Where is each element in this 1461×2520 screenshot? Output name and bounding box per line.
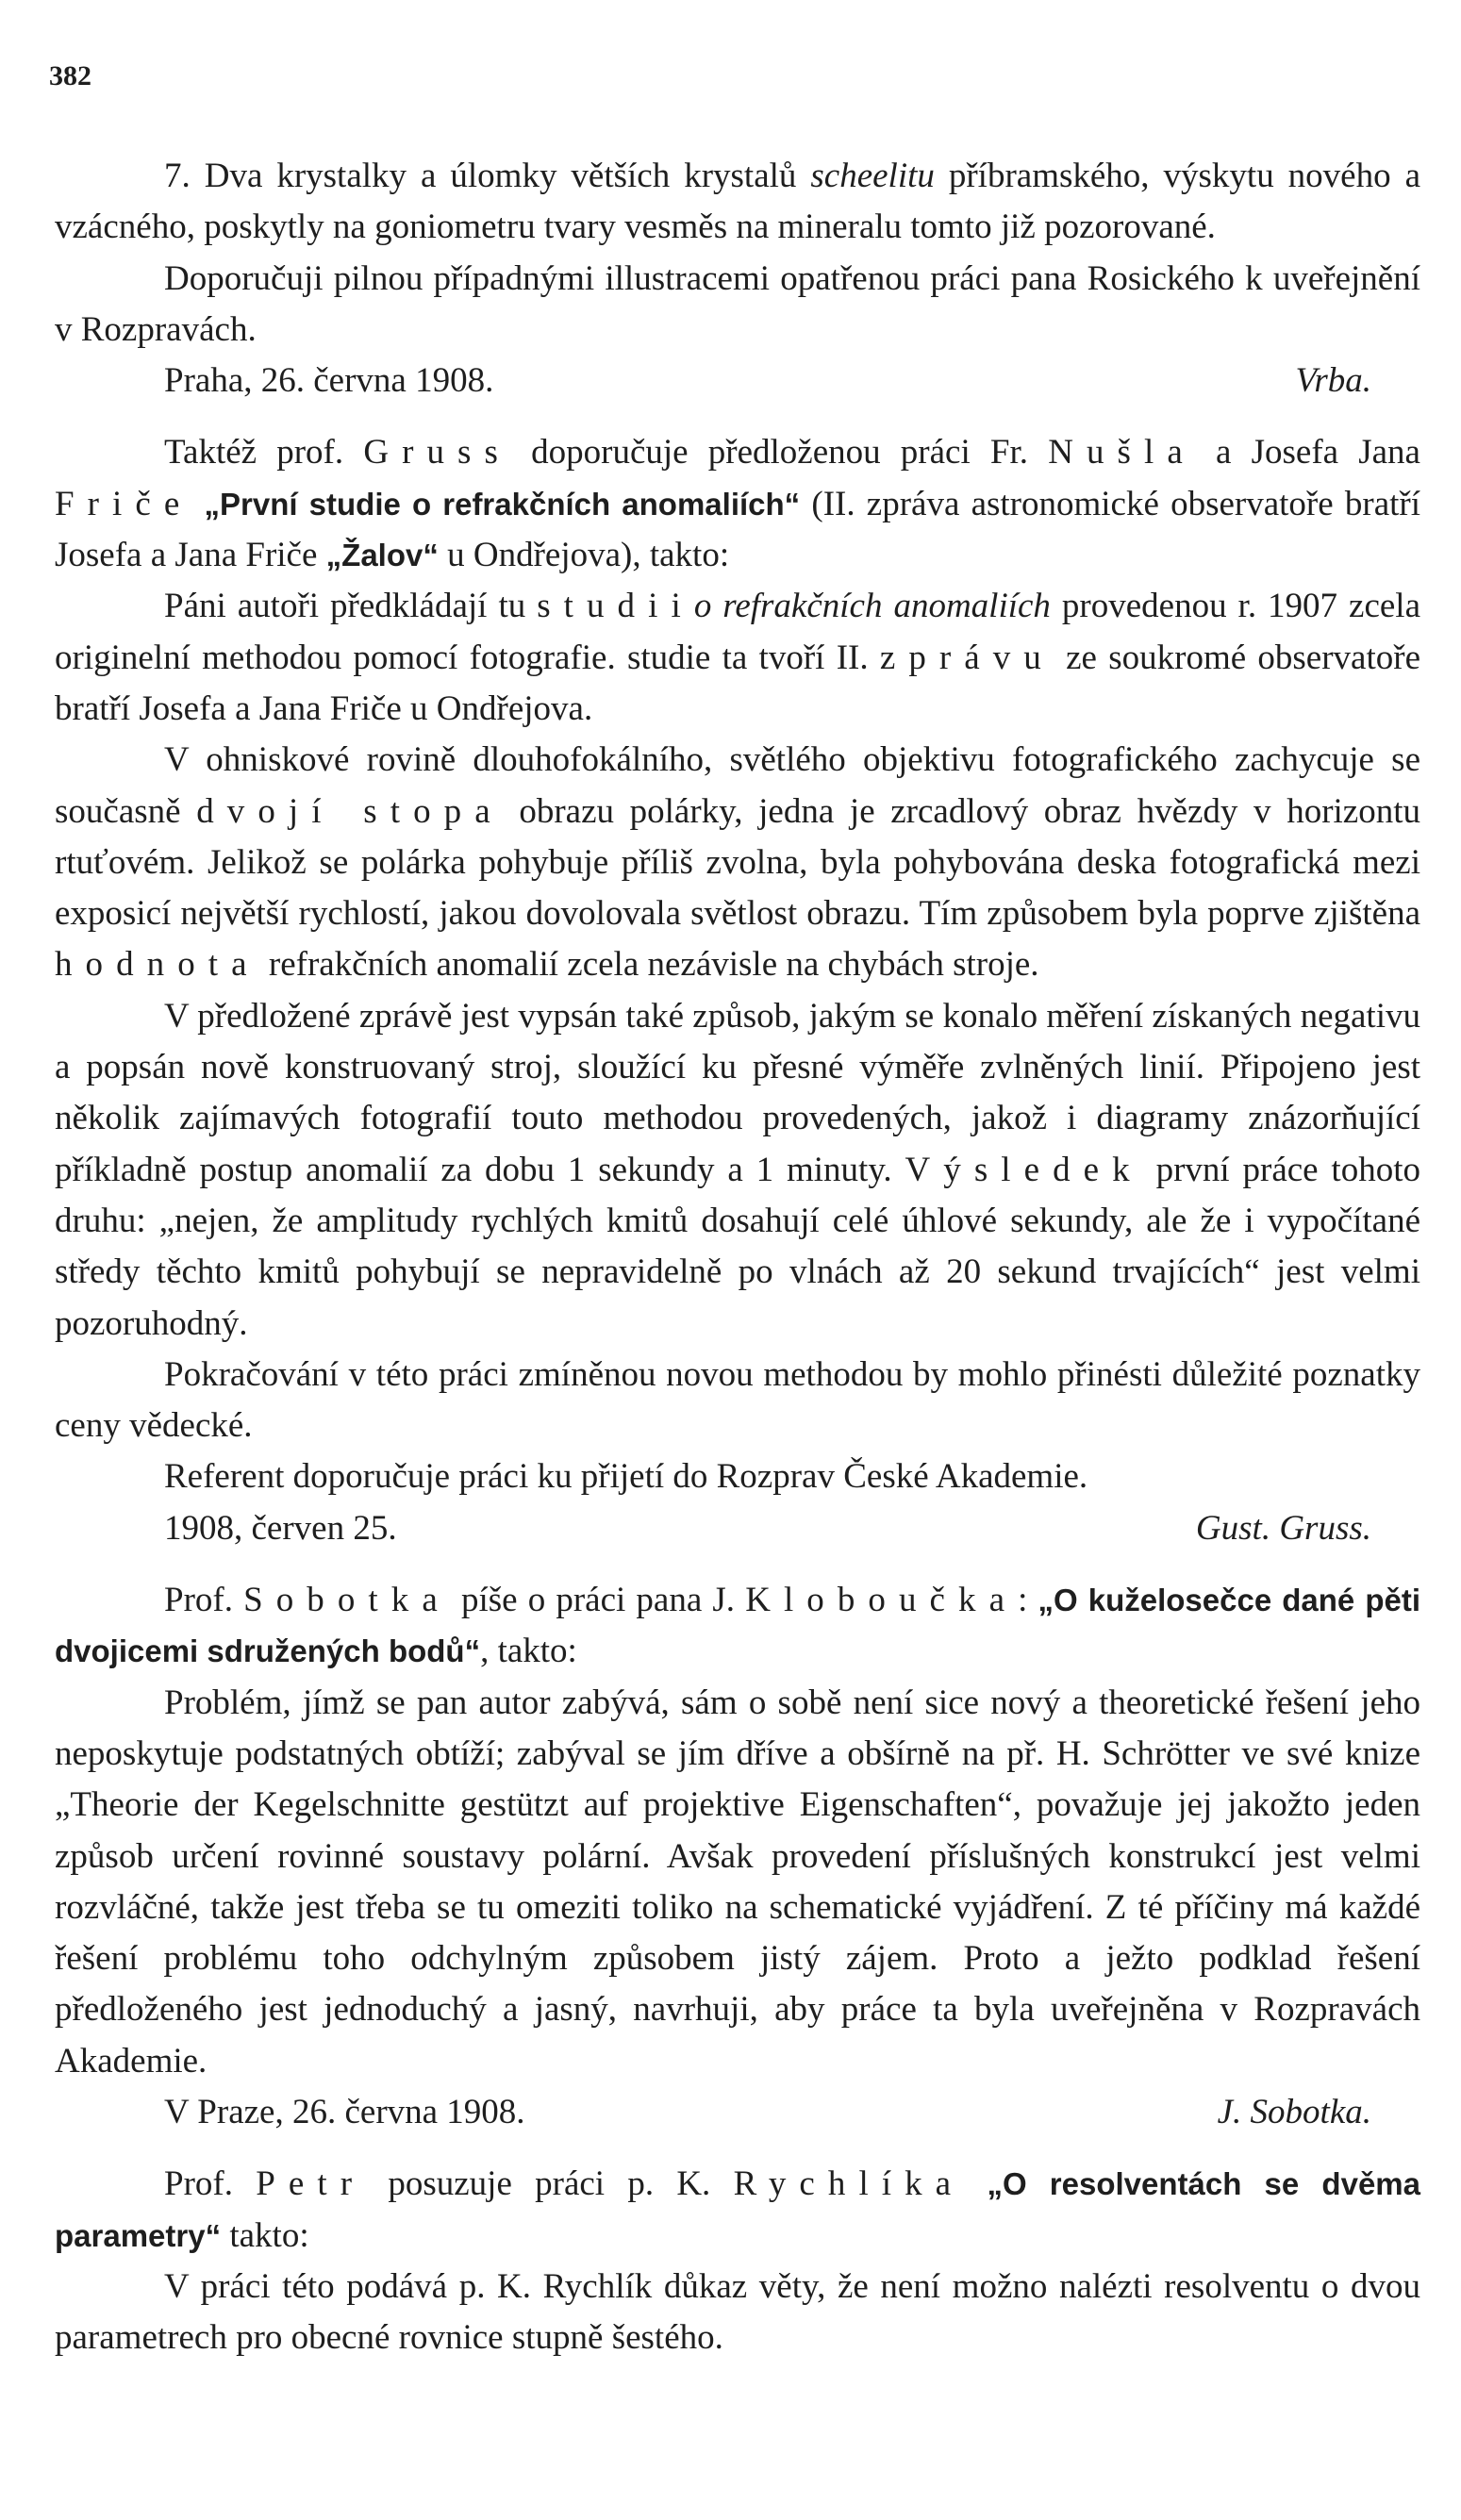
signature-name: J. Sobotka.	[1217, 2092, 1371, 2131]
paragraph-results	[55, 991, 1420, 1350]
signature-name: Vrba.	[1295, 361, 1371, 401]
spaced-name: Gruss	[363, 433, 511, 472]
page-number: 382	[49, 60, 91, 91]
observatory-name: „Žalov“	[325, 538, 439, 573]
spaced-name: Rychlíka	[733, 2164, 965, 2204]
work-title: „První studie o refrakčních anomaliích“	[204, 486, 801, 522]
text-run: , takto:	[480, 1632, 577, 1671]
text-run: 7. Dva krystalky a úlomky větších krystalů	[164, 157, 811, 195]
signature-line	[55, 356, 1420, 406]
text-run: takto:	[221, 2215, 309, 2255]
signature-date: Praha, 26. června 1908.	[164, 361, 494, 401]
text-run: Taktéž prof.	[164, 433, 364, 472]
paragraph-study	[55, 581, 1420, 735]
spaced-word: dvojí stopa	[196, 791, 504, 831]
text-run: a Josefa Jana	[1195, 433, 1420, 472]
paragraph-method	[55, 735, 1420, 990]
spaced-name: Petr	[256, 2164, 366, 2204]
paragraph-petr-review: V práci této podává p. K. Rychlík důkaz věty, že není možno nalézti resolventu o dvou parametrech pro obecné rovnice stupně šestého.	[55, 2266, 1420, 2358]
paragraph-sobotka-intro	[55, 1575, 1420, 1678]
text-run: provedenou r. 1907 zcela originelní methodou pomocí fotografie. studie ta tvoří II.	[55, 587, 1420, 677]
spaced-word: zprávu	[879, 638, 1054, 677]
spaced-name: Friče	[55, 484, 193, 523]
spaced-name: Nušla	[1048, 433, 1196, 472]
text-run: doporučuje předloženou práci Fr.	[510, 433, 1049, 472]
paragraph-recommendation: Doporučuji pilnou případnými illustracemi opatřenou práci pana Rosického k uveřejnění v Rozpravách.	[55, 258, 1420, 349]
signature-date: 1908, červen 25.	[164, 1508, 397, 1548]
text-run: příbramského, výskytu nového a vzácného, poskytly na goniometru tvary vesměs na mineralu tomto již pozorované.	[55, 157, 1420, 247]
text-run: posuzuje práci p. K.	[365, 2164, 734, 2204]
text-run: píše o práci pana J.	[450, 1581, 746, 1620]
text-run: Prof.	[164, 2164, 257, 2204]
page-body	[55, 151, 1420, 2363]
spacer	[55, 2138, 1420, 2159]
paragraph-gruss-intro	[55, 427, 1420, 581]
text-run: Prof.	[164, 1581, 244, 1620]
paragraph-petr-intro	[55, 2159, 1420, 2262]
signature-line	[55, 1503, 1420, 1554]
signature-date: V Praze, 26. června 1908.	[164, 2092, 525, 2131]
text-run: Páni autoři předkládají tu	[164, 587, 538, 626]
spacer	[55, 406, 1420, 427]
text-run: první práce tohoto druhu: „nejen, že amplitudy rychlých kmitů dosahují celé úhlové sekundy, ale že i vypočítané středy těchto kmitů pohybují se nepravidelně po vlnách až 20 sekund trvajících“ jest velmi pozoruhodný.	[55, 1150, 1420, 1343]
text-run: u Ondřejova), takto:	[438, 536, 730, 575]
spaced-word: hodnota	[55, 945, 260, 985]
text-run: :	[1018, 1581, 1038, 1620]
work-title: „O resolventách se dvěma parametry“	[55, 2166, 1420, 2253]
paragraph-scheelite	[55, 151, 1420, 254]
spacer	[55, 1554, 1420, 1575]
spaced-name: Kloboučka	[745, 1581, 1019, 1620]
spaced-word: Výsledek	[905, 1150, 1143, 1189]
text-run: obrazu polárky, jedna je zrcadlový obraz hvězdy v horizontu rtuťovém. Jelikož se polárka pohybuje příliš zvolna, byla pohybována deska fotografická mezi exposicí největší rychlostí, jakou dovolovala světlost obrazu. Tím způsobem byla poprve zjištěna	[55, 791, 1420, 934]
text-run: (II. zpráva astronomické observatoře bratří Josefa a Jana Friče	[55, 484, 1420, 575]
spaced-word: studii	[537, 587, 694, 626]
signature-name: Gust. Gruss.	[1195, 1508, 1371, 1548]
paragraph-sobotka-review: Problém, jímž se pan autor zabývá, sám o sobě není sice nový a theoretické řešení jeho neposkytuje podstatných obtíží; zabýval se jím dříve a obšírně na př. H. Schrötter ve své knize „Theorie der Kegelschnitte gestützt auf projektive Eigenschaften“, považuje jej jakožto jeden způsob určení rovinné soustavy polární. Avšak provedení příslušných konstrukcí jest velmi rozvláčné, takže jest třeba se tu omeziti toliko na schematické vyjádření. Z té příčiny má každé řešení problému toho odchylným způsobem jistý zájem. Proto a ježto podklad řešení předloženého jest jednoduchý a jasný, navrhuji, aby práce ta byla uveřejněna v Rozpravách Akademie.	[55, 1683, 1420, 2081]
italic-term: scheelitu	[810, 157, 935, 195]
paragraph-referee: Referent doporučuje práci ku přijetí do Rozprav České Akademie.	[164, 1457, 1088, 1497]
text-run: V ohniskové rovině dlouhofokálního, světlého objektivu fotografického zachycuje se současně	[55, 740, 1420, 831]
text-run: V předložené zprávě jest vypsán také způsob, jakým se konalo měření získaných negativu a popsán nově konstruovaný stroj, sloužící ku přesné výměře zvlněných linií. Připojeno jest několik zajímavých fotografií touto methodou provedených, jakož i diagramy znázorňující příkladně postup anomalií za dobu 1 sekundy a 1 minuty.	[55, 996, 1420, 1189]
text-run: refrakčních anomalií zcela nezávisle na chybách stroje.	[259, 945, 1039, 985]
italic-term: o refrakčních anomaliích	[693, 587, 1051, 626]
text-run: ze soukromé observatoře bratří Josefa a Jana Friče u Ondřejova.	[55, 638, 1420, 728]
paragraph-continuation: Pokračování v této práci zmíněnou novou methodou by mohlo přinésti důležité poznatky ceny vědecké.	[55, 1354, 1420, 1446]
signature-line	[55, 2087, 1420, 2138]
work-title: „O kuželosečce dané pěti dvojicemi sdružených bodů“	[55, 1583, 1420, 1669]
spaced-name: Sobotka	[243, 1581, 451, 1620]
